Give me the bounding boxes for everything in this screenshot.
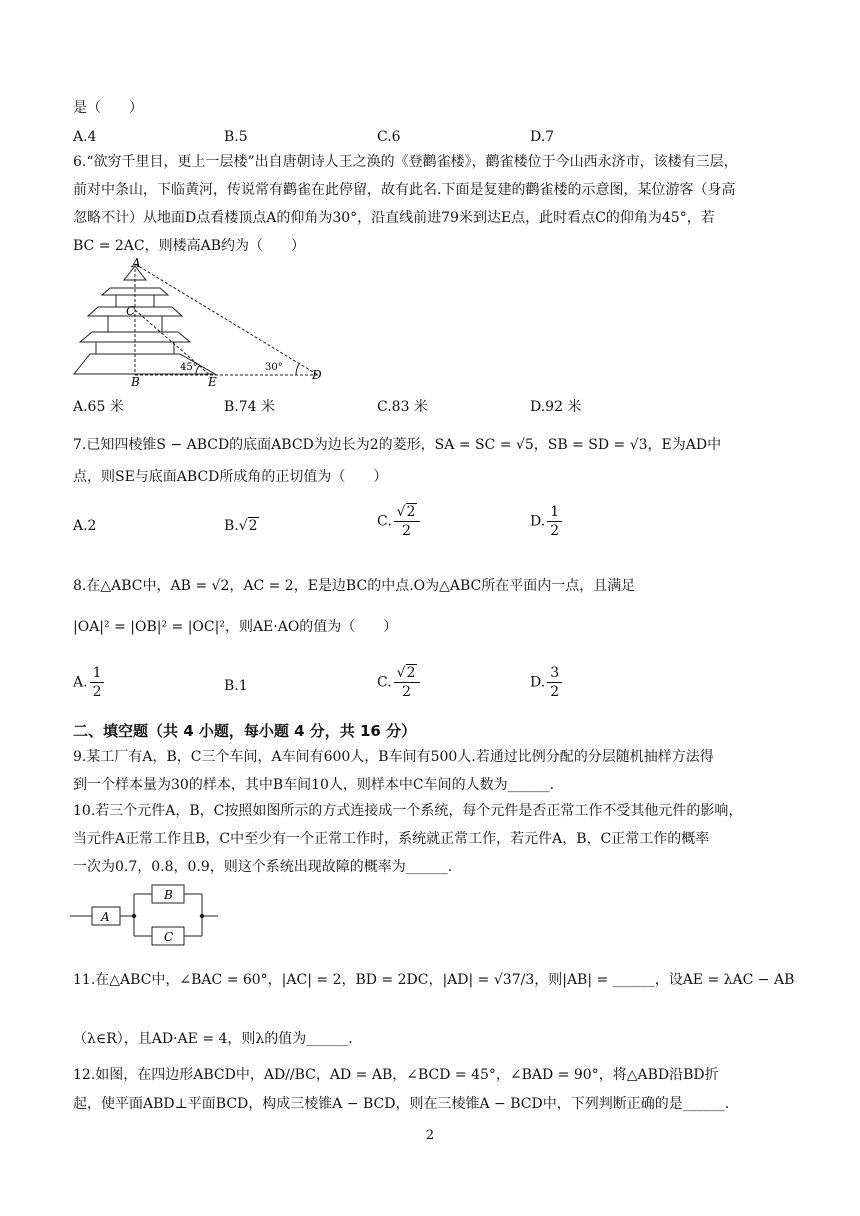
element-b-label: B [164, 888, 173, 902]
q9-line-2: 到一个样本量为30的样本，其中B车间10人，则样本中C车间的人数为______. [73, 777, 555, 793]
q6-option-b: B.74 米 [224, 399, 276, 415]
q10-line-3: 一次为0.7，0.8，0.9，则这个系统出现故障的概率为______. [73, 859, 453, 875]
label-b: B [131, 375, 140, 388]
q7-option-a: A.2 [73, 518, 97, 534]
q8-line-1: 8.在△ABC中，AB = √2，AC = 2，E是边BC的中点.O为△ABC所在平面内一点，且满足 [73, 578, 636, 594]
section-heading: 二、填空题（共 4 小题，每小题 4 分，共 16 分） [73, 722, 417, 740]
q7-option-b: B.√2 [224, 518, 258, 534]
q8-option-b: B.1 [224, 678, 248, 694]
q6-option-c: C.83 米 [377, 399, 428, 415]
q6-line-4: BC = 2AC，则楼高AB约为（ ） [73, 238, 306, 254]
q12-line-1: 12.如图，在四边形ABCD中，AD//BC，AD = AB，∠BCD = 45°，∠BAD = 90°，将△ABD沿BD折 [73, 1067, 719, 1083]
q6-option-d: D.92 米 [530, 399, 582, 415]
label-d: D [312, 368, 322, 382]
q6-option-a: A.65 米 [73, 399, 124, 415]
q9-line-1: 9.某工厂有A，B，C三个车间，A车间有600人，B车间有500人.若通过比例分配的分层随机抽样方法得 [73, 749, 714, 765]
q7-option-c: C. $\frac{√2}{2}$ [377, 503, 422, 540]
angle-45: 45° [180, 362, 198, 373]
q7-line-2: 点，则SE与底面ABCD所成角的正切值为（ ） [73, 469, 388, 485]
q8-option-a: A. $\frac{1}{2}$ [73, 664, 106, 701]
tower-figure [70, 258, 340, 388]
q10-line-1: 10.若三个元件A，B，C按照如图所示的方式连接成一个系统，每个元件是否正常工作不受其他元件的影响， [73, 803, 743, 819]
element-a-label: A [101, 910, 110, 924]
q11-line-2: （λ∈R），且AD·AE = 4，则λ的值为______. [73, 1031, 353, 1047]
label-e: E [208, 375, 217, 388]
q6-line-2: 前对中条山，下临黄河，传说常有鹳雀在此停留，故有此名.下面是复建的鹳雀楼的示意图，某位游客（身高 [73, 182, 736, 198]
q5-tail: 是（ ） [73, 100, 143, 116]
q5-option-b: B.5 [224, 129, 248, 145]
q12-line-2: 起，使平面ABD⊥平面BCD，构成三棱锥A − BCD，则在三棱锥A − BCD中，下列判断正确的是______. [73, 1096, 730, 1112]
q7-line-1: 7.已知四棱锥S − ABCD的底面ABCD为边长为2的菱形，SA = SC = √5，SB = SD = √3，E为AD中 [73, 437, 722, 453]
q8-option-c: C. $\frac{√2}{2}$ [377, 664, 422, 701]
page-number: 2 [425, 1128, 435, 1143]
element-c-label: C [164, 930, 174, 944]
q10-line-2: 当元件A正常工作且B，C中至少有一个正常工作时，系统就正常工作，若元件A，B，C正常工作的概率 [73, 831, 710, 847]
q5-option-c: C.6 [377, 129, 401, 145]
circuit-figure [70, 876, 220, 946]
q5-option-a: A.4 [73, 129, 97, 145]
q8-line-2: |OA|² = |OB|² = |OC|²，则AE·AO的值为（ ） [73, 619, 398, 635]
q7-option-d: D. $\frac{1}{2}$ [530, 503, 564, 540]
q6-line-1: 6.“欲穷千里目，更上一层楼”出自唐朝诗人王之涣的《登鹳雀楼》，鹳雀楼位于今山西永济市，该楼有三层， [73, 154, 738, 170]
label-c: C [126, 304, 136, 318]
q8-option-d: D. $\frac{3}{2}$ [530, 664, 564, 701]
q5-option-d: D.7 [530, 129, 555, 145]
angle-30: 30° [265, 362, 283, 373]
q11-line-1: 11.在△ABC中，∠BAC = 60°，|AC| = 2，BD = 2DC，|AD| = √37/3，则|AB| = ______，设AE = λAC − AB [73, 972, 795, 988]
label-a: A [132, 258, 141, 270]
q6-line-3: 忽略不计）从地面D点看楼顶点A的仰角为30°，沿直线前进79米到达E点，此时看点C的仰角为45°，若 [73, 210, 715, 226]
